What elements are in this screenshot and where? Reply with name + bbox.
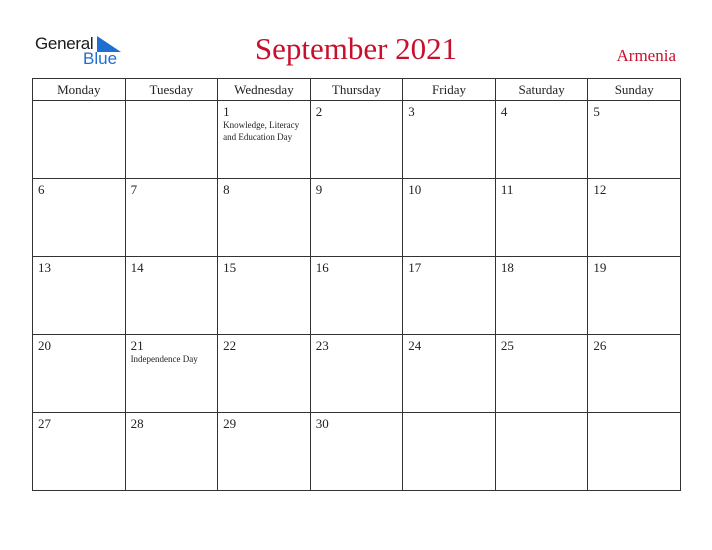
day-cell bbox=[125, 413, 218, 491]
day-cell bbox=[495, 179, 588, 257]
calendar-title: September 2021 bbox=[254, 31, 458, 66]
week-row bbox=[33, 257, 681, 335]
day-cell bbox=[218, 179, 311, 257]
day-cell bbox=[33, 179, 126, 257]
day-number: 30 bbox=[315, 416, 329, 431]
day-number: 18 bbox=[500, 260, 514, 275]
day-number: 20 bbox=[38, 338, 51, 353]
day-cell bbox=[403, 179, 496, 257]
day-cell bbox=[125, 257, 218, 335]
day-number: 7 bbox=[130, 182, 138, 197]
weekday-header: Thursday bbox=[310, 79, 403, 101]
day-cell bbox=[310, 179, 403, 257]
day-cell bbox=[218, 101, 311, 179]
day-number: 5 bbox=[593, 104, 600, 119]
day-number: 8 bbox=[223, 182, 230, 197]
day-number: 15 bbox=[223, 260, 237, 275]
day-number: 11 bbox=[500, 182, 514, 197]
weekday-header: Wednesday bbox=[218, 79, 311, 101]
day-number: 6 bbox=[38, 182, 45, 197]
day-cell bbox=[403, 101, 496, 179]
weekday-header: Saturday bbox=[495, 79, 588, 101]
day-cell bbox=[403, 257, 496, 335]
day-cell bbox=[495, 335, 588, 413]
weekday-header: Monday bbox=[33, 79, 126, 101]
day-cell bbox=[310, 335, 403, 413]
day-number: 26 bbox=[593, 338, 607, 353]
day-number: 22 bbox=[223, 338, 237, 353]
day-cell bbox=[125, 101, 218, 179]
day-number: 25 bbox=[500, 338, 514, 353]
day-cell bbox=[588, 101, 681, 179]
day-number: 19 bbox=[593, 260, 607, 275]
holiday-label: Independence Day bbox=[130, 354, 198, 364]
logo-text-general: General bbox=[35, 34, 94, 53]
day-number: 1 bbox=[223, 104, 230, 119]
week-row bbox=[33, 335, 681, 413]
day-cell bbox=[588, 335, 681, 413]
day-cell bbox=[310, 257, 403, 335]
day-cell bbox=[495, 413, 588, 491]
day-cell bbox=[218, 413, 311, 491]
day-number: 4 bbox=[500, 104, 508, 119]
weekday-header: Friday bbox=[403, 79, 496, 101]
day-number: 24 bbox=[408, 338, 422, 353]
week-row bbox=[33, 179, 681, 257]
day-number: 12 bbox=[593, 182, 607, 197]
day-cell bbox=[218, 257, 311, 335]
day-number: 3 bbox=[408, 104, 415, 119]
day-cell bbox=[33, 257, 126, 335]
day-cell bbox=[588, 257, 681, 335]
day-cell bbox=[33, 101, 126, 179]
day-cell bbox=[403, 335, 496, 413]
day-number: 27 bbox=[38, 416, 51, 431]
day-cell bbox=[588, 413, 681, 491]
day-number: 16 bbox=[315, 260, 329, 275]
day-cell bbox=[495, 257, 588, 335]
day-cell bbox=[403, 413, 496, 491]
day-number: 17 bbox=[408, 260, 422, 275]
day-number: 2 bbox=[315, 104, 323, 119]
calendar-grid bbox=[32, 78, 681, 491]
day-cell bbox=[33, 335, 126, 413]
day-number: 29 bbox=[223, 416, 237, 431]
logo-text-blue: Blue bbox=[83, 49, 118, 68]
weekday-header-row bbox=[33, 79, 681, 101]
day-cell bbox=[125, 179, 218, 257]
day-number: 9 bbox=[315, 182, 323, 197]
day-number: 28 bbox=[130, 416, 144, 431]
day-number: 21 bbox=[130, 338, 144, 353]
day-number: 14 bbox=[130, 260, 144, 275]
day-cell bbox=[33, 413, 126, 491]
day-cell bbox=[588, 179, 681, 257]
week-row bbox=[33, 413, 681, 491]
day-cell bbox=[310, 101, 403, 179]
weekday-header: Tuesday bbox=[125, 79, 218, 101]
week-row bbox=[33, 101, 681, 179]
country-label: Armenia bbox=[616, 46, 676, 65]
day-number: 23 bbox=[315, 338, 329, 353]
holiday-label: Knowledge, Literacy and Education Day bbox=[223, 120, 300, 142]
day-cell bbox=[218, 335, 311, 413]
weekday-header: Sunday bbox=[588, 79, 681, 101]
day-number: 13 bbox=[38, 260, 51, 275]
day-cell bbox=[125, 335, 218, 413]
calendar-body bbox=[33, 101, 681, 491]
day-cell bbox=[495, 101, 588, 179]
day-cell bbox=[310, 413, 403, 491]
day-number: 10 bbox=[408, 182, 422, 197]
